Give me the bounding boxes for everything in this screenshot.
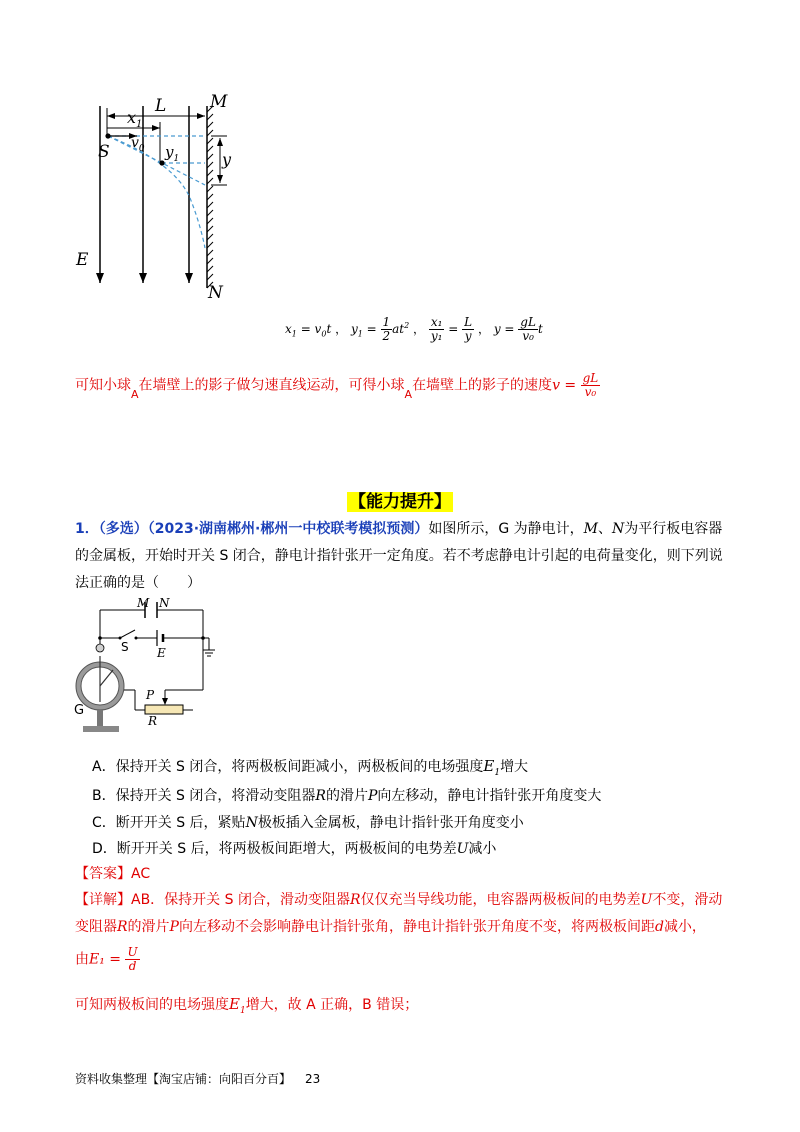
detail-line-1: 【详解】AB．保持开关 S 闭合，滑动变阻器R仅仅充当导线功能，电容器两极板间的电势差U不变，滑动: [75, 892, 723, 908]
label-L: L: [155, 96, 167, 116]
section-title: 【能力提升】: [349, 492, 451, 512]
option-d[interactable]: D．断开开关 S 后，将两极板间距增大，两极板间的电势差U减小: [92, 841, 497, 857]
label-v0: $v_0$: [131, 135, 145, 154]
circuit-label-R: R: [148, 714, 158, 728]
shadow-motion-diagram: [65, 88, 240, 308]
label-E: E: [76, 250, 89, 270]
circuit-label-M: M: [137, 596, 150, 610]
conclusion-text: 可知小球$_A$在墙壁上的影子做匀速直线运动，可得小球$_A$在墙壁上的影子的速度v = $\frac{gL}{\text{v₀}}$: [75, 371, 599, 401]
kinematics-formulas: $x_1 = v_0t$ ， $y_1$ = $\frac{1}{2}$ $at^2$ ， $\frac{\text{x₁}}{\text{y₁}}$ = $\frac{L}{y}$ ， y = $\frac{gL}{\text{v₀}}$ t: [285, 315, 543, 343]
circuit-label-P: P: [146, 688, 155, 702]
label-x1: $x_1$: [127, 108, 143, 131]
option-c[interactable]: C．断开开关 S 后，紧贴N极板插入金属板，静电计指针张开角度变小: [92, 815, 524, 831]
label-y1: $y_1$: [165, 143, 180, 164]
label-S: S: [98, 142, 110, 162]
question-line-3: 法正确的是（ ）: [75, 575, 201, 591]
option-b[interactable]: B．保持开关 S 闭合，将滑动变阻器R的滑片P向左移动，静电计指针张开角度变大: [92, 788, 602, 804]
detail-line-2: 变阻器R的滑片P向左移动不会影响静电计指针张角，静电计指针张开角度不变，将两极板间距d减小，: [75, 919, 706, 935]
circuit-label-E: E: [157, 646, 166, 660]
option-a[interactable]: A．保持开关 S 闭合，将两极板间距减小，两极板间的电场强度$E_1$增大: [92, 757, 529, 778]
circuit-label-N: N: [159, 596, 170, 610]
detail-line-3: 由E₁ = $\frac{U}{d}$: [75, 945, 138, 973]
page-number: 23: [305, 1072, 321, 1086]
circuit-label-G: G: [74, 703, 85, 718]
label-N: N: [208, 283, 223, 303]
page-footer: 资料收集整理【淘宝店铺：向阳百分百】 23: [75, 1072, 321, 1086]
detail-line-4: 可知两极板间的电场强度$E_1$增大，故 A 正确，B 错误；: [75, 995, 419, 1016]
answer: 【答案】AC: [75, 866, 151, 882]
label-M: M: [210, 92, 228, 112]
question-line-1: 1．（多选）（2023·湖南郴州·郴州一中校联考模拟预测）如图所示，G 为静电计，M、N为平行板电容器: [75, 521, 723, 537]
label-y: y: [222, 150, 232, 169]
question-line-2: 的金属板，开始时开关 S 闭合，静电计指针张开一定角度。若不考虑静电计引起的电荷量变化，则下列说: [75, 548, 723, 564]
circuit-label-S: S: [121, 640, 129, 654]
